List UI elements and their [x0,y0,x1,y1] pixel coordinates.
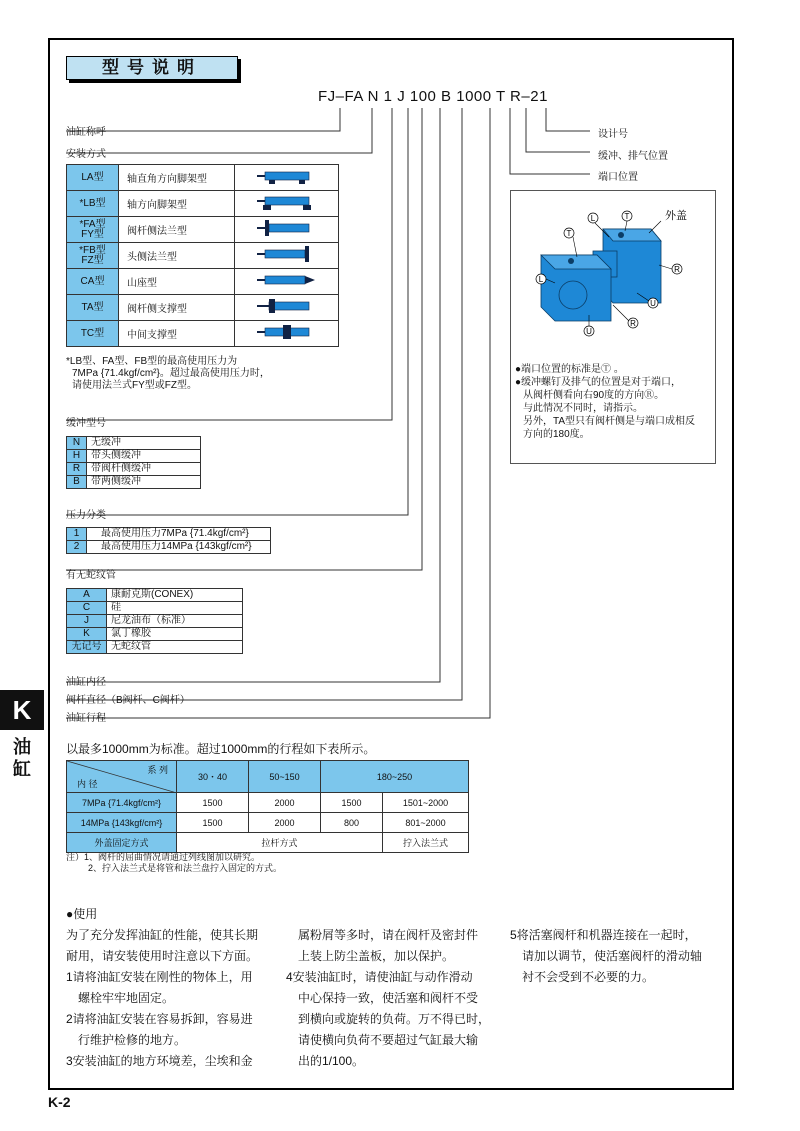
mount-code: LA型 [67,165,119,191]
stroke-cell: 1500 [177,793,249,813]
table-row [67,463,201,476]
cushion-desc: 带阀杆侧缓冲 [87,463,201,476]
stroke-cell: 1500 [177,813,249,833]
usage-heading: ●使用 [66,907,98,921]
table-row [67,833,469,853]
table-row [67,793,469,813]
usage-col-2 [286,925,490,1072]
mount-note-line: 7MPa {71.4kgf/cm²}。超过最高使用压力时， [72,368,270,379]
pressure-desc: 最高使用压力7MPa {71.4kgf/cm²} [87,528,271,541]
mount-desc: 山座型 [119,269,235,295]
label-design-no: 设计号 [598,129,628,140]
usage-line: 上装上防尘盖板，加以保护。 [298,949,455,963]
cylinder-la-icon [235,165,339,191]
col-header: 50~150 [249,761,321,793]
table-row [67,541,271,554]
cylinder-tc-icon [235,321,339,347]
table-row [67,295,339,321]
table-row [67,450,201,463]
mark-r-front: R [630,319,636,328]
usage-line: 4安装油缸时，请使油缸与动作滑动 [286,970,473,984]
boot-desc: 康耐克斯(CONEX) [107,589,243,602]
mark-u-back: U [650,299,656,308]
cushion-code: H [67,450,87,463]
usage-line: 出的1/100。 [298,1054,365,1068]
mount-note [66,356,270,392]
boot-desc: 硅 [107,602,243,615]
corner-bore: 内 径 [77,779,98,789]
label-cyl-name: 油缸称呼 [66,127,106,138]
boot-desc: 无蛇纹管 [107,641,243,654]
usage-line: 螺栓牢牢地固定。 [78,991,175,1005]
table-row [67,602,243,615]
table-row [67,243,339,269]
model-code: FJ–FA N 1 J 100 B 1000 T R–21 [318,88,548,105]
cylinder-ports-diagram [511,191,715,351]
cylinder-lb-icon [235,191,339,217]
pressure-desc: 最高使用压力14MPa {143kgf/cm²} [87,541,271,554]
mark-t-front: T [566,229,572,238]
table-row [67,321,339,347]
table-row [67,217,339,243]
section-tab-letter: K [0,690,44,730]
usage-col-3 [510,925,702,988]
stroke-table [66,760,469,853]
cushion-desc: 无缓冲 [87,437,201,450]
stroke-cell: 800 [321,813,383,833]
mount-table [66,164,339,347]
label-stroke: 油缸行程 [66,713,106,724]
table-row [67,528,271,541]
usage-line: 1请将油缸安装在刚性的物体上，用 [66,970,253,984]
panel-notes [515,363,695,441]
table-row [67,191,339,217]
usage-line: 2请将油缸安装在容易拆卸，容易进 [66,1012,253,1026]
usage-line: 请加以调节，使活塞阀杆的滑动轴 [522,949,703,963]
cushion-code: B [67,476,87,489]
usage-line: 5将活塞阀杆和机器连接在一起时， [510,928,697,942]
stroke-cell: 1500 [321,793,383,813]
stroke-cell: 2000 [249,813,321,833]
row-header: 外盖固定方式 [67,833,177,853]
stroke-notes [66,852,282,874]
table-row [67,761,469,793]
usage-line: 中心保持一致，使活塞和阀杆不受 [298,991,479,1005]
label-boot: 有无蛇纹管 [66,570,116,581]
mark-l-top: L [590,214,596,223]
cylinder-fb-icon [235,243,339,269]
usage-col-1 [66,904,258,1072]
mount-code: TC型 [67,321,119,347]
table-row [67,165,339,191]
cushion-code: N [67,437,87,450]
table-row [67,589,243,602]
usage-line: 请使横向负荷不要超过气缸最大输 [298,1033,479,1047]
pressure-code: 1 [67,528,87,541]
stroke-cell: 拧入法兰式 [383,833,469,853]
corner-series: 系 列 [147,765,168,775]
usage-line: 属粉屑等多时，请在阀杆及密封件 [298,928,479,942]
label-cushion: 缓冲型号 [66,418,106,429]
mount-desc: 阀杆侧法兰型 [119,217,235,243]
boot-code: A [67,589,107,602]
col-header: 30・40 [177,761,249,793]
label-rod: 阀杆直径（B阀杆、C阀杆） [66,695,190,706]
mount-code: CA型 [67,269,119,295]
stroke-note-line: 注）1、阀杆的屈曲情况请通过列线图加以研究。 [66,852,261,862]
boot-table [66,588,243,654]
boot-code: K [67,628,107,641]
panel-note-line: ●缓冲螺钉及排气的位置是对于端口， [515,377,682,388]
mount-desc: 阀杆侧支撑型 [119,295,235,321]
usage-line: 3安装油缸的地方环境差，尘埃和金 [66,1054,253,1068]
mark-l-left: L [538,275,544,284]
usage-line: 衬不会受到不必要的力。 [522,970,655,984]
table-row [67,269,339,295]
usage-line: 到横向或旋转的负荷。万不得已时， [298,1012,491,1026]
mount-desc: 轴方向脚架型 [119,191,235,217]
table-row [67,476,201,489]
col-header: 180~250 [321,761,469,793]
mount-code: *LB型 [67,191,119,217]
stroke-cell: 801~2000 [383,813,469,833]
boot-code: C [67,602,107,615]
cushion-code: R [67,463,87,476]
page-number: K-2 [48,1094,71,1110]
cushion-table [66,436,201,489]
outer-cover-label: 外盖 [665,210,687,222]
table-row [67,437,201,450]
stroke-cell: 1501~2000 [383,793,469,813]
cylinder-ta-icon [235,295,339,321]
section-tab-text: 油 缸 [13,737,31,779]
mount-code: *FA型 FY型 [67,217,119,243]
cushion-desc: 带头侧缓冲 [87,450,201,463]
table-row [67,641,243,654]
table-row [67,813,469,833]
boot-code: J [67,615,107,628]
page-title: 型号说明 [66,56,238,80]
panel-note-line: 从阀杆侧看向右90度的方向Ⓡ。 [523,390,665,401]
cylinder-ca-icon [235,269,339,295]
corner-cell [67,761,177,793]
pressure-code: 2 [67,541,87,554]
panel-note-line: 另外，TA型只有阀杆侧是与端口成相反 [523,416,696,427]
mount-code: *FB型 FZ型 [67,243,119,269]
row-header: 14MPa {143kgf/cm²} [67,813,177,833]
panel-note-line: ●端口位置的标准是Ⓣ 。 [515,364,624,375]
label-bore: 油缸内径 [66,677,106,688]
usage-line: 耐用，请安装使用时注意以下方面。 [66,949,259,963]
panel-note-line: 与此情况不同时，请指示。 [523,403,643,414]
label-mount: 安装方式 [66,149,106,160]
port-position-panel [510,190,716,464]
pressure-table [66,527,271,554]
mark-r-back: R [674,265,680,274]
boot-desc: 尼龙油布（标准） [107,615,243,628]
row-header: 7MPa {71.4kgf/cm²} [67,793,177,813]
usage-line: 行维护检修的地方。 [78,1033,187,1047]
mount-note-line: *LB型、FA型、FB型的最高使用压力为 [66,356,238,367]
mount-code: TA型 [67,295,119,321]
stroke-intro: 以最多1000mm为标准。超过1000mm的行程如下表所示。 [66,742,376,756]
stroke-cell: 拉杆方式 [177,833,383,853]
mount-note-line: 请使用法兰式FY型或FZ型。 [72,380,197,391]
label-pressure: 压力分类 [66,510,106,521]
mount-desc: 中间支撑型 [119,321,235,347]
panel-note-line: 方向的180度。 [523,429,590,440]
boot-desc: 氯丁橡胶 [107,628,243,641]
label-cushion-vent: 缓冲、排气位置 [598,151,668,162]
table-row [67,628,243,641]
stroke-note-line: 2、拧入法兰式是将管和法兰盘拧入固定的方式。 [88,863,283,873]
usage-line: 为了充分发挥油缸的性能，使其长期 [66,928,259,942]
label-port-position: 端口位置 [598,172,638,183]
mark-u-front: U [586,327,592,336]
mount-desc: 头侧法兰型 [119,243,235,269]
mount-desc: 轴直角方向脚架型 [119,165,235,191]
boot-code: 无记号 [67,641,107,654]
stroke-cell: 2000 [249,793,321,813]
cylinder-fa-icon [235,217,339,243]
table-row [67,615,243,628]
mark-t-top: T [624,212,630,221]
cushion-desc: 带两侧缓冲 [87,476,201,489]
